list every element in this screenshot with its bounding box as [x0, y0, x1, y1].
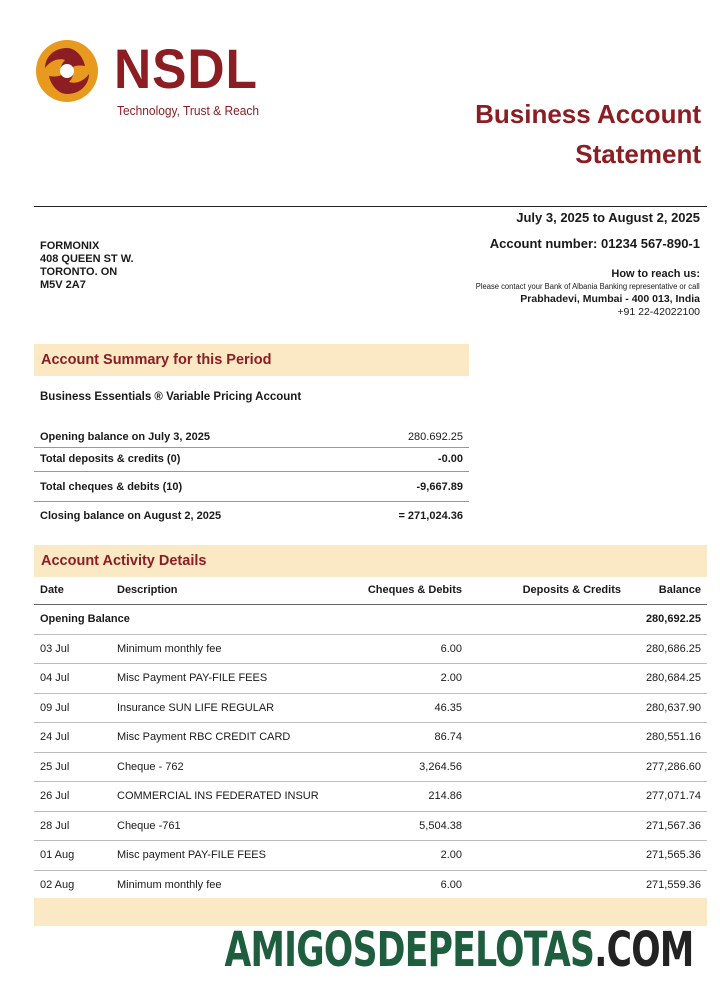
statement-period: July 3, 2025 to August 2, 2025	[516, 210, 700, 225]
opening-balance-row	[34, 605, 707, 635]
title-line-2: Statement	[575, 139, 701, 169]
summary-label: Opening balance on July 3, 2025	[40, 431, 210, 443]
row-debit: 6.00	[440, 642, 462, 655]
row-description: Misc Payment PAY-FILE FEES	[117, 672, 268, 684]
summary-row	[34, 472, 469, 502]
summary-row	[34, 502, 469, 530]
customer-address	[40, 240, 134, 292]
activity-title: Account Activity Details	[41, 553, 207, 569]
customer-city: TORONTO. ON	[40, 266, 118, 278]
row-date: 01 Aug	[40, 849, 75, 861]
row-date: 24 Jul	[40, 731, 70, 743]
row-debit: 5,504.38	[419, 819, 462, 832]
row-date: 26 Jul	[40, 790, 70, 802]
contact-block	[464, 267, 700, 319]
col-balance: Balance	[658, 584, 701, 596]
row-balance: 277,286.60	[645, 760, 701, 773]
summary-header	[34, 344, 469, 376]
row-date: 25 Jul	[40, 760, 70, 773]
table-row	[34, 871, 707, 901]
row-description: Misc payment PAY-FILE FEES	[117, 849, 266, 861]
summary-label: Total cheques & debits (10)	[40, 481, 183, 493]
row-balance: 280,684.25	[645, 672, 701, 684]
row-description: COMMERCIAL INS FEDERATED INSUR	[117, 790, 319, 802]
row-balance: 277,071.74	[645, 790, 701, 802]
row-balance: 271,567.36	[645, 819, 701, 832]
row-balance: 271,565.36	[645, 849, 701, 861]
row-date: 28 Jul	[40, 819, 70, 832]
table-row	[34, 812, 707, 842]
nsdl-logo-icon	[33, 38, 101, 104]
table-row	[34, 782, 707, 812]
table-row	[34, 694, 707, 724]
watermark	[225, 920, 694, 980]
logo-tagline: Technology, Trust & Reach	[117, 103, 260, 118]
row-balance: 271,559.36	[645, 878, 701, 891]
summary-value: -9,667.89	[416, 481, 463, 493]
row-description: Misc Payment RBC CREDIT CARD	[117, 731, 291, 743]
activity-table	[34, 577, 707, 900]
row-description: Cheque - 762	[117, 760, 184, 773]
summary-label: Closing balance on August 2, 2025	[40, 510, 222, 522]
row-description: Minimum monthly fee	[117, 878, 222, 891]
col-debits: Cheques & Debits	[367, 584, 462, 596]
opening-balance: 280,692.25	[645, 613, 701, 625]
table-row	[34, 664, 707, 694]
table-row	[34, 635, 707, 665]
row-description: Insurance SUN LIFE REGULAR	[117, 701, 275, 714]
summary-table	[34, 426, 469, 530]
row-debit: 86.74	[434, 731, 462, 743]
row-debit: 46.35	[434, 701, 462, 714]
row-date: 03 Jul	[40, 642, 70, 655]
row-description: Cheque -761	[117, 819, 181, 832]
account-number: Account number: 01234 567-890-1	[489, 236, 700, 251]
col-description: Description	[117, 584, 178, 596]
col-credits: Deposits & Credits	[522, 584, 621, 596]
summary-title: Account Summary for this Period	[41, 352, 272, 368]
row-debit: 214.86	[428, 790, 462, 802]
contact-title: How to reach us:	[611, 268, 700, 280]
statement-title	[475, 94, 701, 174]
summary-value: = 271,024.36	[398, 510, 463, 522]
row-date: 09 Jul	[40, 701, 70, 714]
opening-label: Opening Balance	[40, 613, 130, 625]
watermark-tld: .COM	[594, 922, 694, 978]
row-date: 02 Aug	[40, 878, 75, 891]
activity-header	[34, 545, 707, 577]
table-row	[34, 841, 707, 871]
col-date: Date	[40, 584, 64, 596]
row-debit: 3,264.56	[419, 760, 462, 773]
row-balance: 280,686.25	[645, 642, 701, 655]
customer-name: FORMONIX	[40, 240, 100, 252]
table-row	[34, 753, 707, 783]
row-balance: 280,551.16	[645, 731, 701, 743]
contact-address: Prabhadevi, Mumbai - 400 013, India	[520, 293, 700, 305]
row-date: 04 Jul	[40, 672, 70, 684]
row-balance: 280,637.90	[645, 701, 701, 714]
summary-row	[34, 448, 469, 472]
summary-value: 280.692.25	[407, 431, 463, 443]
row-debit: 2.00	[440, 672, 462, 684]
table-row	[34, 723, 707, 753]
row-debit: 2.00	[440, 849, 462, 861]
title-line-1: Business Account	[475, 99, 701, 129]
summary-value: -0.00	[437, 453, 463, 465]
row-debit: 6.00	[440, 878, 462, 891]
logo-name: NSDL	[114, 37, 258, 100]
summary-label: Total deposits & credits (0)	[40, 453, 181, 465]
watermark-site: AMIGOSDEPELOTAS	[224, 922, 595, 978]
header-divider	[34, 206, 707, 207]
account-name: Business Essentials ® Variable Pricing Account	[40, 391, 302, 403]
row-description: Minimum monthly fee	[117, 642, 222, 655]
customer-street: 408 QUEEN ST W.	[40, 253, 134, 265]
contact-note: Please contact your Bank of Albania Banking representative or call	[476, 282, 700, 291]
contact-phone: +91 22-42022100	[617, 306, 700, 318]
customer-postal: M5V 2A7	[40, 279, 86, 291]
summary-row	[34, 426, 469, 448]
table-header-row	[34, 577, 707, 605]
